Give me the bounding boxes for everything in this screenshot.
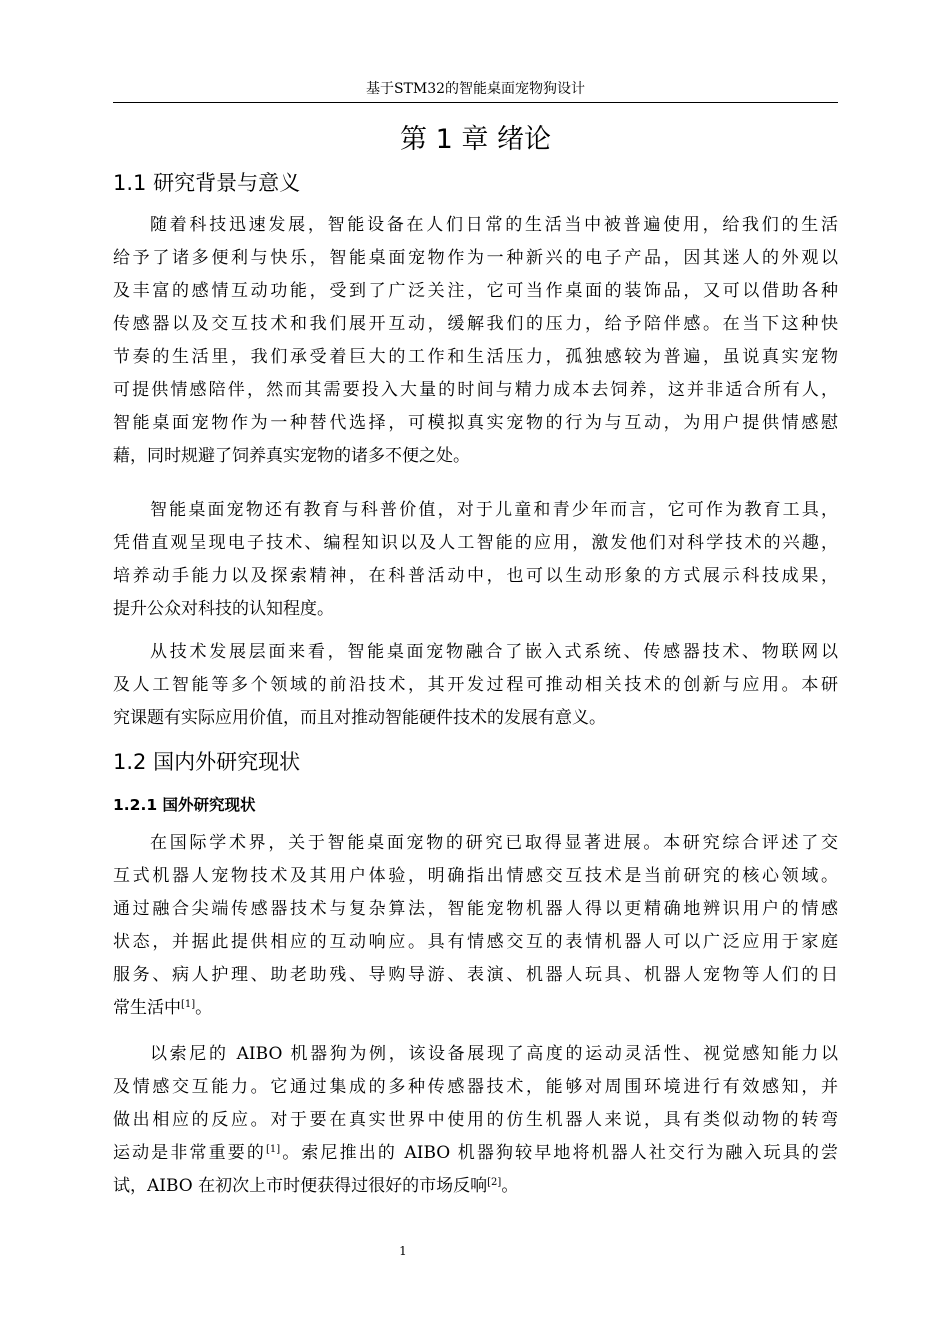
paragraph-line: 凭借直观呈现电子技术、编程知识以及人工智能的应用，激发他们对科学技术的兴趣， (113, 533, 838, 553)
paragraph-line: 做出相应的反应。对于要在真实世界中使用的仿生机器人来说，具有类似动物的转弯 (113, 1110, 838, 1130)
paragraph-line: 智能桌面宠物作为一种替代选择，可模拟真实宠物的行为与互动，为用户提供情感慰 (113, 413, 838, 433)
paragraph-line: 及丰富的感情互动功能，受到了广泛关注，它可当作桌面的装饰品，又可以借助各种 (113, 281, 838, 301)
paragraph-line: 提升公众对科技的认知程度。 (113, 599, 334, 619)
line-text: 运动是非常重要的 (113, 1143, 266, 1163)
paragraph-line: 状态，并据此提供相应的互动响应。具有情感交互的表情机器人可以广泛应用于家庭 (113, 932, 838, 952)
paragraph-line: 传感器以及交互技术和我们展开互动，缓解我们的压力，给予陪伴感。在当下这种快 (113, 314, 838, 334)
line-text: 。 (501, 1176, 519, 1196)
paragraph-line (113, 1137, 838, 1170)
section-1-1-title: 1.1 研究背景与意义 (113, 171, 301, 195)
paragraph-line: 互式机器人宠物技术及其用户体验，明确指出情感交互技术是当前研究的核心领域。 (113, 866, 838, 886)
paragraph-line: 藉，同时规避了饲养真实宠物的诸多不便之处。 (113, 446, 470, 466)
line-text: 试，AIBO 在初次上市时便获得过很好的市场反响 (113, 1176, 488, 1196)
section-1-1-paragraph-3 (113, 636, 838, 735)
line-text: 常生活中 (113, 998, 181, 1018)
line-text: 。 (195, 998, 213, 1018)
paragraph-line: 给予了诸多便利与快乐，智能桌面宠物作为一种新兴的电子产品，因其迷人的外观以 (113, 248, 838, 268)
paragraph-line: 智能桌面宠物还有教育与科普价值，对于儿童和青少年而言，它可作为教育工具， (150, 500, 838, 520)
citation-ref: [1] (265, 1144, 281, 1155)
header-rule (113, 102, 838, 103)
paragraph-line: 培养动手能力以及探索精神，在科普活动中，也可以生动形象的方式展示科技成果， (113, 566, 838, 586)
paragraph-line: 从技术发展层面来看，智能桌面宠物融合了嵌入式系统、传感器技术、物联网以 (150, 642, 838, 662)
paragraph-line (113, 992, 838, 1025)
paragraph-line: 在国际学术界，关于智能桌面宠物的研究已取得显著进展。本研究综合评述了交 (150, 833, 838, 853)
section-1-2-1-paragraph-1 (113, 827, 838, 1025)
paragraph-line: 通过融合尖端传感器技术与复杂算法，智能宠物机器人得以更精确地辨识用户的情感 (113, 899, 838, 919)
paragraph-line: 随着科技迅速发展，智能设备在人们日常的生活当中被普遍使用，给我们的生活 (150, 215, 838, 235)
citation-ref: [2] (487, 1177, 502, 1188)
section-1-1-paragraph-1 (113, 209, 838, 473)
subsection-1-2-1-title: 1.2.1 国外研究现状 (113, 796, 256, 814)
section-1-1-paragraph-2 (113, 494, 838, 626)
paragraph-line: 节奏的生活里，我们承受着巨大的工作和生活压力，孤独感较为普遍，虽说真实宠物 (113, 347, 838, 367)
paragraph-line: 可提供情感陪伴，然而其需要投入大量的时间与精力成本去饲养，这并非适合所有人， (113, 380, 838, 400)
paragraph-line: 以索尼的 AIBO 机器狗为例，该设备展现了高度的运动灵活性、视觉感知能力以 (150, 1044, 838, 1064)
chapter-title: 第 1 章 绪论 (400, 124, 551, 155)
section-1-2-1-paragraph-2 (113, 1038, 838, 1203)
line-text: 。索尼推出的 AIBO 机器狗较早地将机器人社交行为融入玩具的尝 (280, 1143, 838, 1163)
section-1-2-title: 1.2 国内外研究现状 (113, 750, 301, 774)
paragraph-line: 究课题有实际应用价值，而且对推动智能硬件技术的发展有意义。 (113, 708, 606, 728)
citation-ref: [1] (181, 999, 196, 1010)
running-header: 基于STM32的智能桌面宠物狗设计 (365, 81, 586, 97)
paragraph-line: 及情感交互能力。它通过集成的多种传感器技术，能够对周围环境进行有效感知，并 (113, 1077, 838, 1097)
paragraph-line (113, 1170, 838, 1203)
paragraph-line: 服务、病人护理、助老助残、导购导游、表演、机器人玩具、机器人宠物等人们的日 (113, 965, 838, 985)
paragraph-line: 及人工智能等多个领域的前沿技术，其开发过程可推动相关技术的创新与应用。本研 (113, 675, 838, 695)
page-number: 1 (399, 1244, 407, 1258)
